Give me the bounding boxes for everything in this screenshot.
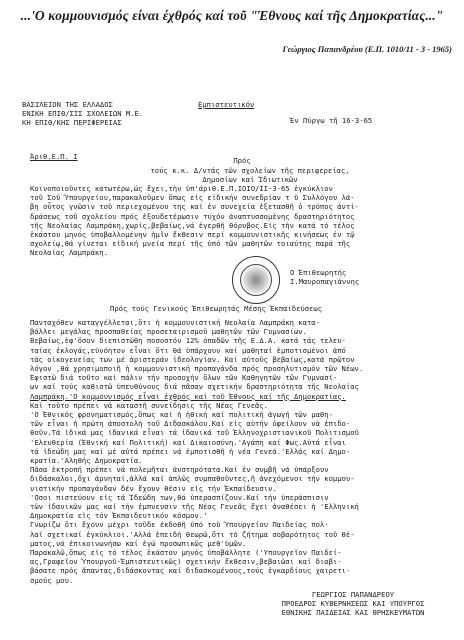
minister-signature [248,590,458,618]
ministry-line: ΕΝΙΚΗ ΕΠΙΘ/ΣΙΣ ΣΧΟΛΕΙΩΝ Μ.Ε. [22,109,144,119]
body-line: θοῦν.Τά ἰδικά μας ἰδανικά εἶναι τά ἰδανικά τοῦ Έλληνοχριστιανικοῦ Πολιτισμοῦ [30,428,359,438]
signature-line: ΠΡΟΕΔΡΟΣ ΚΥΒΕΡΝΗΣΕΩΣ ΚΑΙ ΥΠΟΥΡΓΟΣ [281,599,425,609]
first-recipient [130,166,370,184]
inspector-signature [290,268,359,286]
body-line: Δημοκρατία εἰς τόν Έκπαιδευτικόν κόσμον.' [30,511,208,521]
body-line: τοῦ Σοῦ Ύπουργείου,παρακαλοῦμεν ὅπως εἰς εἰδικήν συνεδρίαν τ ῦ Συλλόγου λά- [30,193,355,203]
to-label: Πρός [233,156,251,165]
ministry-line: ΚΗ ΕΠΙΘ/ΚΗΣ ΠΕΡΙΦΕΡΕΙΑΣ [22,118,122,128]
body-line: λαί σχετικαί ἐγκύκλιοι.'Αλλά ἐπειδή θεωρῶ,ὅτι τό ζήτημα σοβαρότητος τοῦ θέ- [30,529,355,539]
headline-quote: ...'Ο κομμουνισμός είναι έχθρός καί τοῦ "Έθνους καί τῆς Δημοκρατίας..." [20,8,444,23]
body-line: Βεβαίως,ἐφ'ὅσον διεπιστώθη ποσοστόν 12% ὁπαδῶν τῆς Ε.Δ.Α. κατά τάς τελευ- [30,336,346,346]
body-line: 'Οσοι πιστεύουν εἰς τά Ίδεώδη των,θά ὑπερασπίζουν.Καί τήν ὑπεράσπισιν [30,492,329,502]
signature-line: Ι.Μαυροπαγιάννης [290,277,360,287]
body-line: σμούς μου. [30,575,74,585]
key-sentence: Λαμπράκη.'Ο κομμουνισμός εἶναι ἐχθρός καί τοῦ Έθνους καί τῆς Δημοκρατίας. [30,391,346,401]
body-line: Κοινοποιοῦντες κατωτέρω,ώς ἔχει,τὴν ὑπ'άριθ.Ε.Π.ΙΟΙΟ/ΙΙ-3-65 ἐγκύκλιον [30,184,333,193]
first-letter-body [30,184,450,258]
body-line: τῆς Νεολαίας Λαμπράκη,χωρίς,βεβαίως,νά ἐγερθῆ θόρυβος.Εἰς τὴν κατά τό τέλος [30,220,355,230]
body-line: νιστικήν προπαγάνδαν δέν ἔχουν θέσιν εἰς τήν Έκπαίδευσιν. [30,483,277,493]
protocol-number: Άριθ.Ε.Π. I [30,152,78,161]
body-line: Παρακαλῶ,ὅπως εἰς τό τέλος ἑκάστου μηνός ὑποβάλλητε ('Υπουργεῖον Παιδεί- [30,548,342,558]
body-line: διδάσκαλοι,ὄχι ἀρνηταί,ἀλλά καί ἁπλῶς συμπαθοῦντες,ἤ ἀνεχόμενοι τήν κομμου- [30,474,355,484]
headline-attribution: Γεώργιος Παπανδρέου (Ε.Π. 1010/11 - 3 - 1965) [282,44,452,54]
body-line: δράσεως τοῦ σχολείου πρός ἐξουδετέρωσιν τυχόν ἀναπτυσσομένης δραστηριότητος [30,211,355,221]
body-line: σχολείῳ,θά γίνεται εἰδική μνεία περί τῆς ὑπό τῶν μαθητῶν τοιαύτης παρά τῆς [30,239,351,249]
body-line: Καί τοῦτο πρέπει νά καταστῆ συνείδησις τῆς Νέας Γενεᾶς. [30,400,268,410]
body-line: ματος,νά ἐπικοινωνήσω καί ἐγώ προσωπικῶς μεθ'ὑμῶν. [30,538,247,548]
body-line: τῶν εἶναι ἡ πρώτη ἀποστολή τοῦ Διδασκάλου.Καί εἰς αὐτήν ὀφείλουν νά ἐπιδο- [30,419,351,429]
body-line: τῶν ἰδανικῶν μας καί τήν ἐμπνευσιν τῆς Νέας Γενεᾶς ἔχει ἀναθέσει ἡ 'Ελληνική [30,502,359,512]
ministry-letterhead [22,100,143,128]
place-date: Έν Πύργω τῆ 16-3-65 [290,116,373,125]
body-line: λόγον ,θά χρησιμοποιῆ ἡ κομμουνιστική προπαγάνδα πρός προσηλυτισμόν τῶν Νέων. [30,364,364,374]
recipient-line: τούς κ.κ. Δ/ντάς τῶν σχολείων τῆς περιφερείας, [150,166,350,175]
body-line: βάσατε πρός ἅπαντας,διδάσκοντας καί διδασκομένους,τούς ἐγκαρδίους χαιρετι- [30,566,351,576]
body-line: ων καί τούς καθιστῶ ὑπευθύνους διά πᾶσαν σχετικήν δραστηριότητα τῆς Νεολαίας [30,382,359,392]
body-line: Πᾶσα ἐκτροπή πρέπει νά πολεμῆται ἀυστηρότατα.Καί ἐν συμβῆ νά ὑπάρξουν [30,465,329,475]
second-recipient: Πρός τούς Γενικούς Έπιθεωρητάς Μέσης Έκπαιδεύσεως [110,304,323,313]
body-line: ταίας ἐκλογάς,εὐνόητον εἶναι ὅτι θά ὑπάρχουν καί μαθηταί ἐμποτισμένοι ἀπό [30,345,346,355]
body-line: ἑκάστου μηνός ὑποβαλλομένην ἡμῖν ἔκθεσιν περί κομμουνιστικῆς κινήσεως ἐν τῷ [30,230,355,240]
body-line: Έφιστῶ διά τοῦτο καί πάλιν τήν προσοχήν ὅλων τῶν Καθηγητῶν τῶν Γυμνασί- [30,373,338,383]
recipient-line: Δημοσίων καί Ίδιωτικῶν [202,175,298,185]
body-line: 'Ελευθερία (Έθνική καί Πολιτική) καί Δικαιοσύνη.'Αγάπη καί Φως.Αὐτά εἶναι [30,437,346,447]
body-line: βάλλει μεγάλας προσπαθείας προσεταιρισμοῦ μαθητῶν τῶν Γυμνασίων. [30,327,307,337]
confidential-label: Εμπιστευτικόν [198,100,255,109]
signature-line: Ο Έπιθεωρητής [290,268,347,277]
body-line: τά ἰδεώδη μας καί μέ αὐτά πρέπει νά ἐμποτισθῆ ἡ νέα Γενεά.'Ελλάς καί Δημο- [30,446,351,456]
body-line: 'Ο Έθνικός φρονηματισμός,ὅπως καί ἡ ἠθική καί πολιτική ἀγωγή τῶν μαθη- [30,410,333,420]
body-line: Πανταχόθεν καταγγέλλεται,ὅτι ἡ κομμουνιστική Νεολαία Λαμπράκη κατα- [30,318,320,327]
seal-emblem-icon [240,264,272,296]
body-line: κρατία.'Αληθής Δημοκρατία. [30,456,143,466]
body-line: βη οὗτος γνῶσιν τοῦ περιεχομένου της καί ἐν συνεχεία ἐξετασθῆ ὁ τρόπος ἀντί- [30,202,359,212]
body-line: τάς οἰκογενείας των μέ ἀριστεράν ἰδεολογίαν. Καί αὐτοῦς βεβαίως,κατά πρῶτον [30,354,355,364]
official-seal [232,256,280,304]
second-letter-body [30,318,450,585]
body-line: Γνωρίζω ὅτι ἔχουν μέχρι τοῦδε ἐκδοθῆ ὑπό τοῦ Ύπουργείου Παιδείας πολ- [30,520,329,530]
body-line: Νεολαίας Λαμπράκη. [30,248,108,258]
body-line: ας,Γραφεῖον Ύπουργοῦ-Έμπιστευτικῶς) σχετικήν ἔκθεσιν,βεβαιῶσι καί διαβι- [30,557,342,567]
signature-line: ΓΕΩΡΓΙΟΣ ΠΑΠΑΝΔΡΕΟΥ [311,590,395,599]
signature-line: ΕΘΝΙΚΗΣ ΠΑΙΔΕΙΑΣ ΚΑΙ ΘΡΗΣΚΕΥΜΑΤΩΝ [281,608,425,618]
ministry-line: ΒΑΣΙΛΕΙΟΝ ΤΗΣ ΕΛΛΑΔΟΣ [22,100,113,109]
